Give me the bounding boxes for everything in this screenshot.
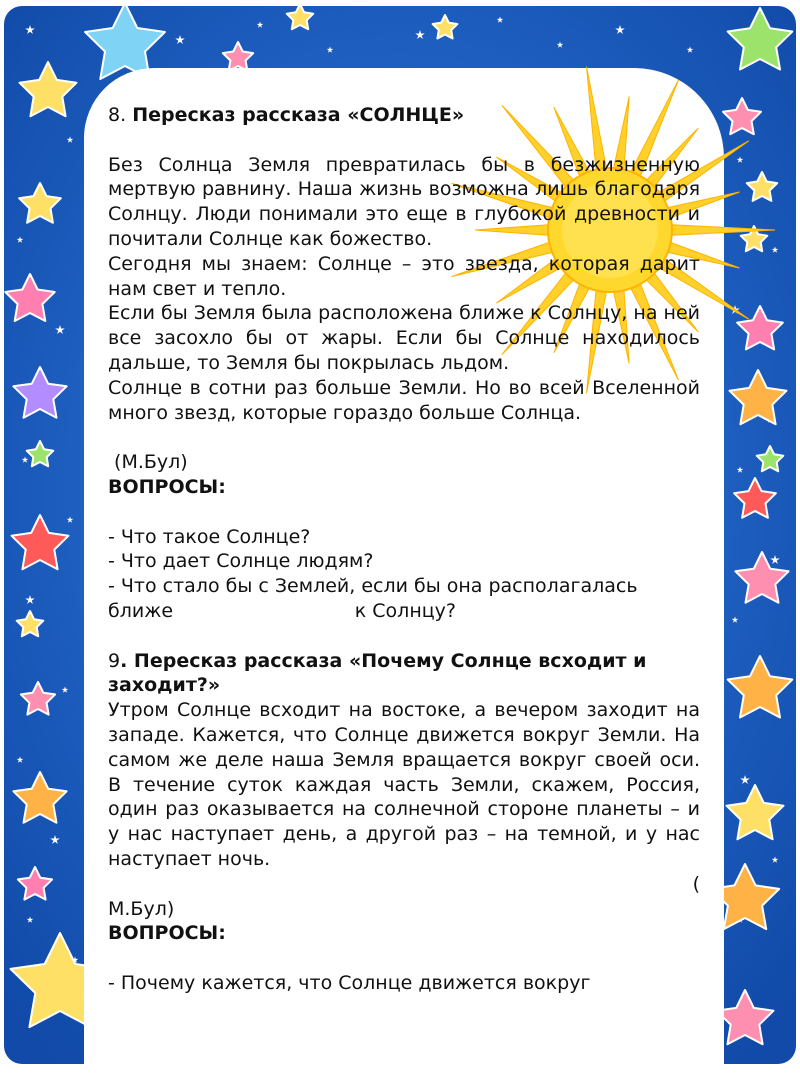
section-8-question-3-continued	[108, 599, 456, 624]
question-3-cont-right: к Солнцу?	[354, 599, 456, 622]
section-8-paragraph-2: Сегодня мы знаем: Солнце – это звезда, которая дарит нам свет и тепло.	[108, 252, 700, 300]
document-text	[108, 103, 700, 996]
section-8-author: (М.Бул)	[108, 451, 188, 474]
section-9-heading: 9. Пересказ рассказа «Почему Солнце всходит и заходит?»	[108, 649, 647, 697]
section-8-question-3: - Что стало бы с Землей, если бы она располагалась	[108, 575, 638, 598]
section-8-paragraph-4: Солнце в сотни раз больше Земли. Но во всей Вселенной много звезд, которые гораздо больше Солнца.	[108, 376, 700, 424]
section-8-questions-label: ВОПРОСЫ:	[108, 475, 226, 498]
section-8-paragraph-3: Если бы Земля была расположена ближе к Солнцу, на ней все засохло бы от жары. Если бы Солнце находилось дальше, то Земля бы покрылась льдом.	[108, 302, 700, 374]
section-8-heading: 8. Пересказ рассказа «СОЛНЦЕ»	[108, 104, 465, 126]
section-9-paragraph: Утром Солнце всходит на востоке, а вечером заходит на западе. Кажется, что Солнце движется вокруг Земли. На самом же деле наша Земля вращается вокруг своей оси. В течение суток каждая часть Земли, скажем, Россия, один раз оказывается на солнечной стороне планеты – и у нас наступает день, а другой раз – на темной, и у нас наступает ночь.	[108, 699, 700, 870]
section-9-question-1: - Почему кажется, что Солнце движется вокруг	[108, 971, 591, 994]
section-9-questions-label: ВОПРОСЫ:	[108, 922, 226, 945]
question-3-cont-left: ближе	[108, 599, 174, 622]
section-9-author: М.Бул)	[108, 897, 175, 920]
section-8-question-2: - Что дает Солнце людям?	[108, 550, 374, 573]
section-8-question-1: - Что такое Солнце?	[108, 525, 311, 548]
section-9-author-open: (	[692, 872, 700, 895]
section-8-paragraph-1: Без Солнца Земля превратилась бы в безжизненную мертвую равнину. Наша жизнь возможна лишь благодаря Солнцу. Люди понимали это еще в глубокой древности и почитали Солнце как божество.	[108, 153, 700, 250]
